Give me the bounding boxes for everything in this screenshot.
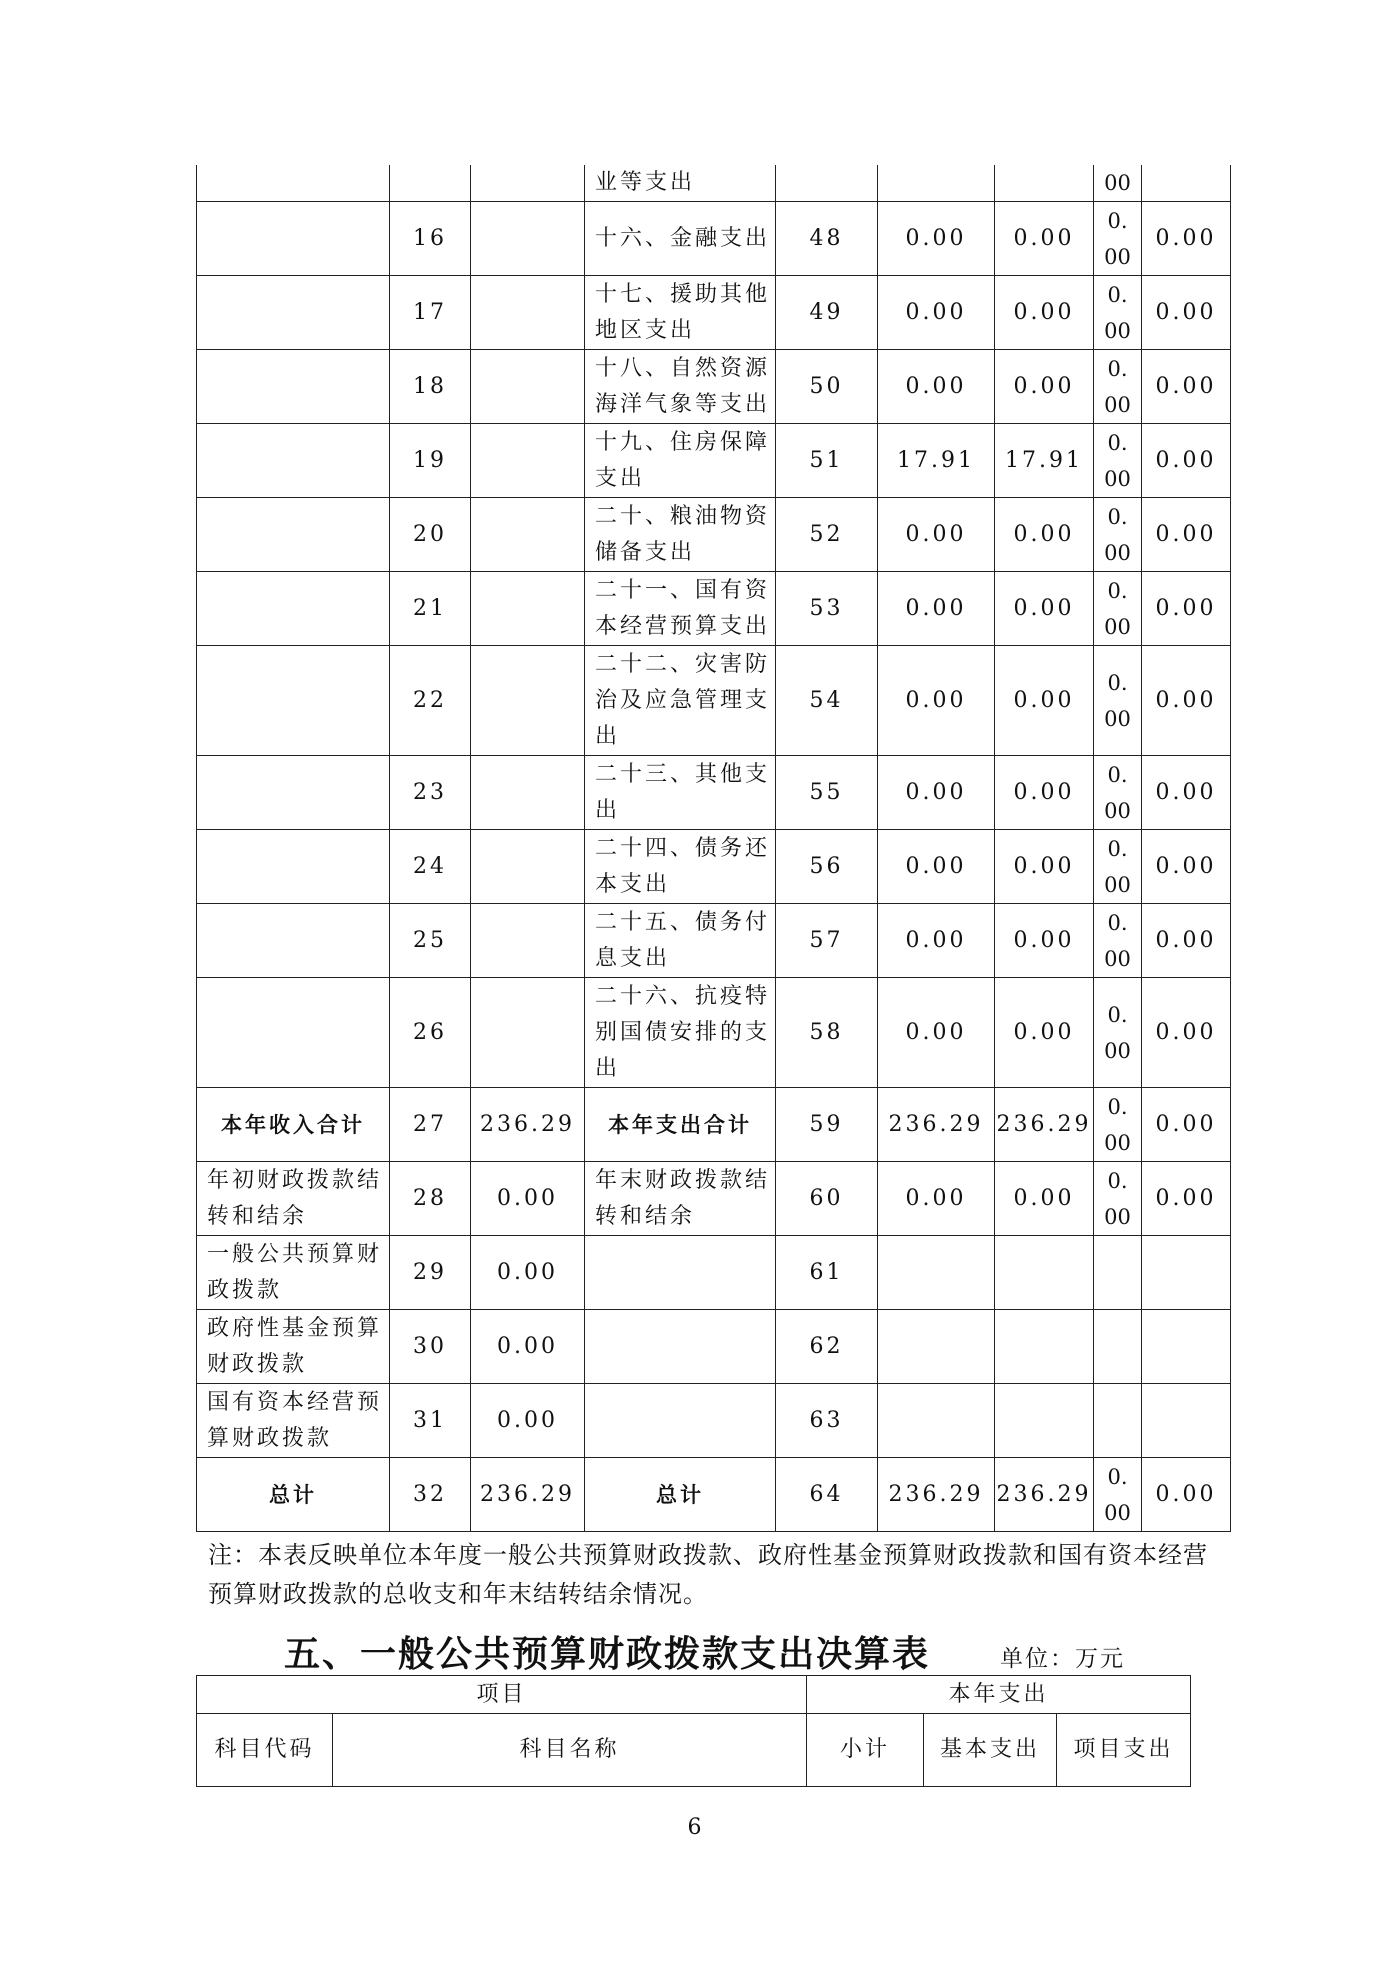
expenditure-item-name: 十六、金融支出 (585, 202, 776, 276)
gov-fund-amount (1094, 1088, 1142, 1162)
income-item-name (197, 978, 390, 1088)
income-row-number: 19 (390, 424, 471, 498)
income-amount (471, 978, 585, 1088)
expenditure-total: 0.00 (878, 646, 995, 756)
expenditure-item-name: 二十六、抗疫特别国债安排的支出 (585, 978, 776, 1088)
general-budget-amount: 0.00 (995, 904, 1094, 978)
expenditure-total: 0.00 (878, 830, 995, 904)
gov-fund-amount (1094, 978, 1142, 1088)
state-capital-amount (1142, 165, 1231, 202)
expenditure-row-number: 55 (776, 756, 878, 830)
header-subject-name: 科目名称 (333, 1714, 807, 1787)
section-title: 五、一般公共预算财政拨款支出决算表 (284, 1634, 931, 1675)
unit-label: 单位：万元 (1000, 1646, 1125, 1672)
income-item-name: 年初财政拨款结转和结余 (197, 1162, 390, 1236)
general-budget-amount (995, 165, 1094, 202)
expenditure-item-name: 二十二、灾害防治及应急管理支出 (585, 646, 776, 756)
income-row-number: 17 (390, 276, 471, 350)
state-capital-amount: 0.00 (1142, 202, 1231, 276)
gov-fund-amount-part: 00 (1104, 1130, 1131, 1155)
gov-fund-amount-part: 0. (1107, 1094, 1128, 1119)
expenditure-row-number: 49 (776, 276, 878, 350)
expenditure-total (878, 1310, 995, 1384)
income-row-number: 16 (390, 202, 471, 276)
general-budget-amount: 236.29 (995, 1458, 1094, 1532)
expenditure-row-number: 54 (776, 646, 878, 756)
table-row (197, 1310, 1231, 1384)
header-project: 项目 (197, 1676, 807, 1714)
general-budget-amount (995, 1236, 1094, 1310)
expenditure-item-name: 二十、粮油物资储备支出 (585, 498, 776, 572)
expenditure-item-name (585, 1236, 776, 1310)
expenditure-item-name: 总计 (585, 1458, 776, 1532)
table-row (197, 1458, 1231, 1532)
gov-fund-amount-part: 00 (1104, 614, 1131, 639)
income-amount (471, 350, 585, 424)
income-item-name (197, 276, 390, 350)
expenditure-item-name: 十七、援助其他地区支出 (585, 276, 776, 350)
income-amount (471, 830, 585, 904)
expenditure-total (878, 165, 995, 202)
table-row (197, 202, 1231, 276)
state-capital-amount: 0.00 (1142, 1162, 1231, 1236)
gov-fund-amount-part: 0. (1107, 1002, 1128, 1027)
gov-fund-amount-part: 00 (1104, 540, 1131, 565)
income-row-number: 25 (390, 904, 471, 978)
gov-fund-amount-part: 0. (1107, 1464, 1128, 1489)
table-subheader-row (197, 1714, 1191, 1787)
gov-fund-amount (1094, 1236, 1142, 1310)
gov-fund-amount-part: 00 (1104, 1038, 1131, 1063)
state-capital-amount: 0.00 (1142, 276, 1231, 350)
expenditure-row-number: 60 (776, 1162, 878, 1236)
gov-fund-amount (1094, 165, 1142, 202)
table-row (197, 424, 1231, 498)
income-row-number (390, 165, 471, 202)
gov-fund-amount-part: 00 (1104, 244, 1131, 269)
fiscal-summary-table (196, 165, 1231, 1532)
gov-fund-amount-part: 0. (1107, 670, 1128, 695)
table-row (197, 165, 1231, 202)
expenditure-row-number: 53 (776, 572, 878, 646)
gov-fund-amount (1094, 1384, 1142, 1458)
gov-fund-amount-part: 00 (1104, 171, 1131, 195)
income-amount: 0.00 (471, 1162, 585, 1236)
income-row-number: 20 (390, 498, 471, 572)
expenditure-total: 0.00 (878, 904, 995, 978)
expenditure-total: 17.91 (878, 424, 995, 498)
state-capital-amount: 0.00 (1142, 498, 1231, 572)
general-budget-amount: 236.29 (995, 1088, 1094, 1162)
table-note: 注：本表反映单位本年度一般公共预算财政拨款、政府性基金预算财政拨款和国有资本经营预算财政拨款的总收支和年末结转结余情况。 (208, 1541, 1208, 1608)
table-row (197, 1088, 1231, 1162)
state-capital-amount: 0.00 (1142, 1458, 1231, 1532)
gov-fund-amount-part: 00 (1104, 872, 1131, 897)
state-capital-amount (1142, 1236, 1231, 1310)
table-header-row (197, 1676, 1191, 1714)
expenditure-total: 0.00 (878, 498, 995, 572)
general-budget-amount: 0.00 (995, 498, 1094, 572)
income-row-number: 30 (390, 1310, 471, 1384)
table-row (197, 1162, 1231, 1236)
income-row-number: 32 (390, 1458, 471, 1532)
income-item-name (197, 904, 390, 978)
gov-fund-amount (1094, 424, 1142, 498)
expenditure-row-number: 64 (776, 1458, 878, 1532)
general-budget-expenditure-table (196, 1675, 1191, 1787)
gov-fund-amount-part: 0. (1107, 430, 1128, 455)
gov-fund-amount-part: 0. (1107, 504, 1128, 529)
state-capital-amount: 0.00 (1142, 904, 1231, 978)
expenditure-row-number: 51 (776, 424, 878, 498)
gov-fund-amount-part: 0. (1107, 1168, 1128, 1193)
expenditure-row-number: 59 (776, 1088, 878, 1162)
income-item-name: 本年收入合计 (197, 1088, 390, 1162)
table-row (197, 276, 1231, 350)
state-capital-amount: 0.00 (1142, 830, 1231, 904)
gov-fund-amount (1094, 646, 1142, 756)
table-row (197, 904, 1231, 978)
income-item-name (197, 756, 390, 830)
expenditure-row-number: 48 (776, 202, 878, 276)
income-row-number: 28 (390, 1162, 471, 1236)
table-row (197, 978, 1231, 1088)
expenditure-item-name: 二十三、其他支出 (585, 756, 776, 830)
general-budget-amount: 0.00 (995, 276, 1094, 350)
expenditure-row-number: 58 (776, 978, 878, 1088)
gov-fund-amount-part: 0. (1107, 578, 1128, 603)
income-amount: 0.00 (471, 1310, 585, 1384)
income-amount: 0.00 (471, 1384, 585, 1458)
state-capital-amount: 0.00 (1142, 646, 1231, 756)
table-row (197, 1384, 1231, 1458)
general-budget-amount: 0.00 (995, 756, 1094, 830)
gov-fund-amount (1094, 756, 1142, 830)
expenditure-row-number (776, 165, 878, 202)
income-row-number: 18 (390, 350, 471, 424)
income-item-name: 政府性基金预算财政拨款 (197, 1310, 390, 1384)
expenditure-row-number: 56 (776, 830, 878, 904)
gov-fund-amount-part: 00 (1104, 798, 1131, 823)
general-budget-amount: 0.00 (995, 350, 1094, 424)
income-row-number: 31 (390, 1384, 471, 1458)
income-amount (471, 498, 585, 572)
header-project-expenditure: 项目支出 (1057, 1714, 1191, 1787)
gov-fund-amount (1094, 904, 1142, 978)
gov-fund-amount-part: 0. (1107, 836, 1128, 861)
income-item-name (197, 498, 390, 572)
expenditure-row-number: 63 (776, 1384, 878, 1458)
general-budget-amount: 17.91 (995, 424, 1094, 498)
gov-fund-amount (1094, 1310, 1142, 1384)
table-row (197, 498, 1231, 572)
page-number: 6 (687, 1815, 702, 1840)
general-budget-amount (995, 1384, 1094, 1458)
general-budget-amount: 0.00 (995, 646, 1094, 756)
expenditure-total (878, 1384, 995, 1458)
table-row (197, 756, 1231, 830)
gov-fund-amount (1094, 1162, 1142, 1236)
expenditure-total: 0.00 (878, 1162, 995, 1236)
expenditure-item-name: 十九、住房保障支出 (585, 424, 776, 498)
expenditure-item-name (585, 1310, 776, 1384)
table-row (197, 646, 1231, 756)
general-budget-amount: 0.00 (995, 830, 1094, 904)
gov-fund-amount (1094, 572, 1142, 646)
gov-fund-amount-part: 0. (1107, 762, 1128, 787)
header-subtotal: 小计 (807, 1714, 924, 1787)
gov-fund-amount-part: 0. (1107, 356, 1128, 381)
income-row-number: 27 (390, 1088, 471, 1162)
gov-fund-amount (1094, 498, 1142, 572)
state-capital-amount (1142, 1384, 1231, 1458)
income-amount (471, 756, 585, 830)
state-capital-amount: 0.00 (1142, 350, 1231, 424)
general-budget-amount: 0.00 (995, 1162, 1094, 1236)
gov-fund-amount (1094, 276, 1142, 350)
gov-fund-amount-part: 00 (1104, 706, 1131, 731)
income-amount (471, 572, 585, 646)
expenditure-total (878, 1236, 995, 1310)
header-basic-expenditure: 基本支出 (924, 1714, 1057, 1787)
gov-fund-amount (1094, 202, 1142, 276)
expenditure-total: 0.00 (878, 202, 995, 276)
gov-fund-amount-part: 00 (1104, 318, 1131, 343)
expenditure-item-name: 二十一、国有资本经营预算支出 (585, 572, 776, 646)
state-capital-amount: 0.00 (1142, 424, 1231, 498)
income-item-name: 国有资本经营预算财政拨款 (197, 1384, 390, 1458)
income-amount: 0.00 (471, 1236, 585, 1310)
income-item-name (197, 424, 390, 498)
gov-fund-amount-part: 0. (1107, 208, 1128, 233)
income-item-name (197, 830, 390, 904)
header-current-year: 本年支出 (807, 1676, 1191, 1714)
expenditure-item-name: 年末财政拨款结转和结余 (585, 1162, 776, 1236)
expenditure-row-number: 62 (776, 1310, 878, 1384)
gov-fund-amount-part: 00 (1104, 946, 1131, 971)
expenditure-item-name: 二十四、债务还本支出 (585, 830, 776, 904)
income-item-name (197, 350, 390, 424)
expenditure-item-name: 业等支出 (585, 165, 776, 202)
income-amount (471, 646, 585, 756)
income-item-name (197, 202, 390, 276)
income-row-number: 22 (390, 646, 471, 756)
expenditure-item-name: 二十五、债务付息支出 (585, 904, 776, 978)
header-subject-code: 科目代码 (197, 1714, 333, 1787)
expenditure-row-number: 52 (776, 498, 878, 572)
expenditure-row-number: 50 (776, 350, 878, 424)
table-row (197, 830, 1231, 904)
income-row-number: 29 (390, 1236, 471, 1310)
gov-fund-amount (1094, 830, 1142, 904)
expenditure-row-number: 57 (776, 904, 878, 978)
income-amount (471, 202, 585, 276)
expenditure-total: 236.29 (878, 1458, 995, 1532)
gov-fund-amount-part: 00 (1104, 1204, 1131, 1229)
gov-fund-amount-part: 00 (1104, 392, 1131, 417)
income-item-name (197, 646, 390, 756)
income-amount (471, 424, 585, 498)
gov-fund-amount (1094, 1458, 1142, 1532)
income-amount (471, 165, 585, 202)
income-amount (471, 276, 585, 350)
general-budget-amount: 0.00 (995, 202, 1094, 276)
table-row (197, 1236, 1231, 1310)
income-row-number: 26 (390, 978, 471, 1088)
income-item-name: 一般公共预算财政拨款 (197, 1236, 390, 1310)
expenditure-total: 0.00 (878, 350, 995, 424)
state-capital-amount: 0.00 (1142, 756, 1231, 830)
income-amount: 236.29 (471, 1458, 585, 1532)
expenditure-item-name: 十八、自然资源海洋气象等支出 (585, 350, 776, 424)
gov-fund-amount-part: 00 (1104, 466, 1131, 491)
income-item-name: 总计 (197, 1458, 390, 1532)
income-amount (471, 904, 585, 978)
income-row-number: 23 (390, 756, 471, 830)
gov-fund-amount-part: 0. (1107, 282, 1128, 307)
general-budget-amount: 0.00 (995, 978, 1094, 1088)
state-capital-amount: 0.00 (1142, 572, 1231, 646)
expenditure-total: 0.00 (878, 276, 995, 350)
gov-fund-amount-part: 0. (1107, 910, 1128, 935)
expenditure-total: 0.00 (878, 572, 995, 646)
gov-fund-amount (1094, 350, 1142, 424)
expenditure-item-name (585, 1384, 776, 1458)
state-capital-amount: 0.00 (1142, 978, 1231, 1088)
income-item-name (197, 165, 390, 202)
expenditure-row-number: 61 (776, 1236, 878, 1310)
state-capital-amount: 0.00 (1142, 1088, 1231, 1162)
table-row (197, 350, 1231, 424)
income-row-number: 24 (390, 830, 471, 904)
expenditure-total: 0.00 (878, 756, 995, 830)
income-amount: 236.29 (471, 1088, 585, 1162)
income-row-number: 21 (390, 572, 471, 646)
state-capital-amount (1142, 1310, 1231, 1384)
general-budget-amount: 0.00 (995, 572, 1094, 646)
income-item-name (197, 572, 390, 646)
table-row (197, 572, 1231, 646)
general-budget-amount (995, 1310, 1094, 1384)
expenditure-total: 0.00 (878, 978, 995, 1088)
expenditure-item-name: 本年支出合计 (585, 1088, 776, 1162)
expenditure-total: 236.29 (878, 1088, 995, 1162)
gov-fund-amount-part: 00 (1104, 1500, 1131, 1525)
